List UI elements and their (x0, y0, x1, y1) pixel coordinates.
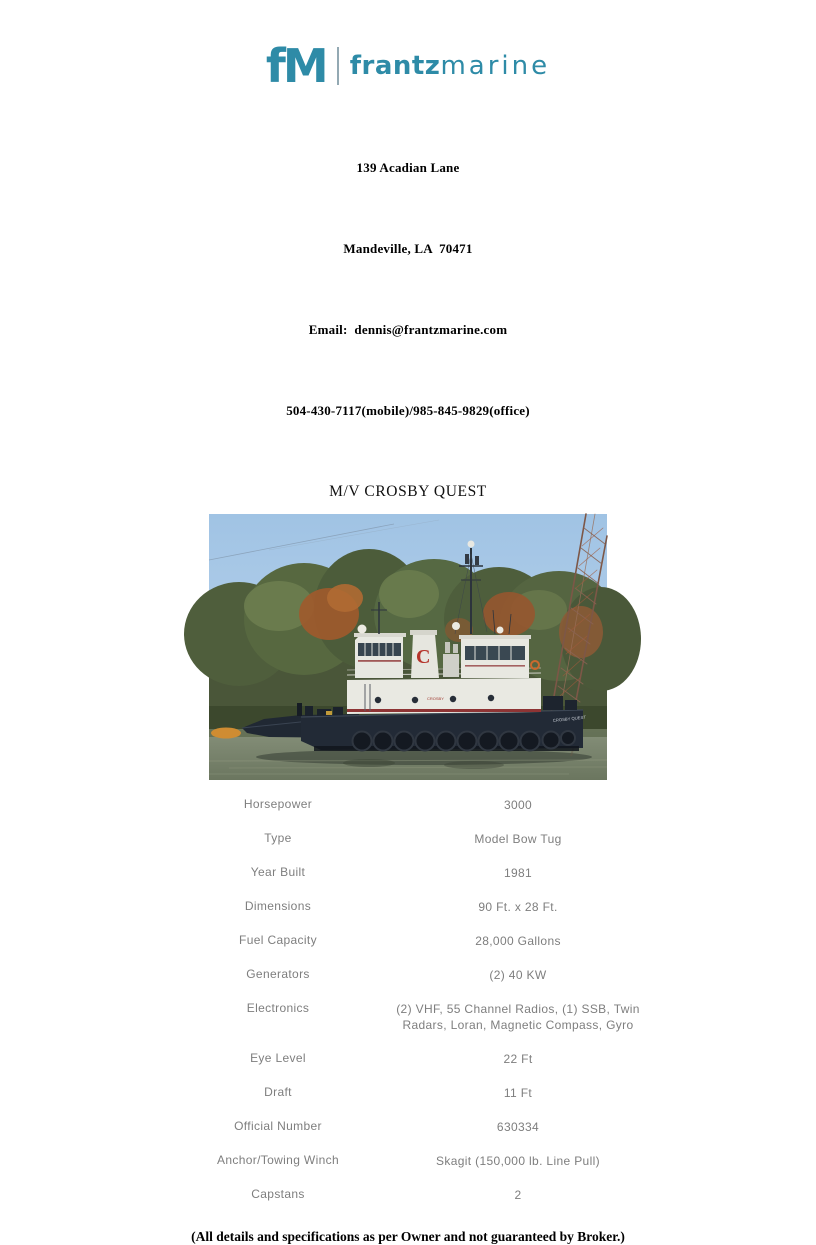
spec-label: Type (264, 831, 292, 845)
spec-label: Year Built (250, 865, 306, 879)
spec-value: 90 Ft. x 28 Ft. (478, 900, 558, 914)
spec-row (168, 865, 648, 881)
spec-row (168, 933, 648, 949)
spec-value: (2) 40 KW (489, 968, 547, 982)
disclaimer-text: (All details and specifications as per Owner and not guaranteed by Broker.) (191, 1229, 625, 1244)
spec-value: (2) VHF, 55 Channel Radios, (1) SSB, Twin Radars, Loran, Magnetic Compass, Gyro (396, 1002, 640, 1032)
spec-row (168, 899, 648, 915)
spec-row (168, 831, 648, 847)
spec-label: Official Number (234, 1119, 322, 1133)
spec-row (168, 1153, 648, 1169)
spec-value: 28,000 Gallons (475, 934, 561, 948)
spec-row (168, 967, 648, 983)
spec-label: Fuel Capacity (239, 933, 317, 947)
phone-line: 504-430-7117(mobile)/985-845-9829(office) (286, 403, 530, 418)
vessel-photo-svg (209, 514, 607, 780)
logo-wordmark (350, 51, 550, 81)
spec-label: Anchor/Towing Winch (216, 1153, 340, 1167)
spec-value: 22 Ft (503, 1052, 533, 1066)
vessel-title: M/V CROSBY QUEST (329, 483, 487, 500)
logo-wordmark-frantz: frantz (349, 51, 441, 81)
spec-row (168, 797, 648, 813)
logo-wordmark-marine: marine (440, 51, 551, 81)
spec-label: Generators (246, 967, 310, 981)
address-line-1: 139 Acadian Lane (356, 160, 460, 175)
spec-label: Capstans (251, 1187, 305, 1201)
stern-name-text: CROSBY QUEST (552, 714, 587, 723)
spec-value: 3000 (503, 798, 533, 812)
specs-table (168, 797, 648, 1203)
stack-logo-letter: C (416, 646, 431, 668)
spec-row (168, 1119, 648, 1135)
logo-divider (337, 47, 339, 85)
spec-label: Horsepower (243, 797, 313, 811)
contact-block (0, 100, 816, 478)
email-line: Email: dennis@frantzmarine.com (308, 322, 508, 337)
spec-row (168, 1051, 648, 1067)
spec-value: Skagit (150,000 lb. Line Pull) (436, 1154, 600, 1168)
spec-value: 11 Ft (503, 1086, 533, 1100)
hull-name-text: CROSBY (427, 696, 444, 701)
frantz-marine-logo (0, 0, 816, 93)
spec-label: Electronics (246, 1001, 310, 1015)
spec-label: Eye Level (250, 1051, 306, 1065)
skiff (211, 728, 241, 739)
address-line-2: Mandeville, LA 70471 (343, 241, 473, 256)
spec-value: 1981 (503, 866, 533, 880)
vessel-photo (209, 514, 607, 780)
spec-row (168, 1001, 648, 1033)
spec-value: 630334 (496, 1120, 540, 1134)
spec-label: Draft (264, 1085, 292, 1099)
spec-row (168, 1187, 648, 1203)
spec-value: Model Bow Tug (474, 832, 562, 846)
spec-value: 2 (514, 1188, 522, 1202)
fm-logo-icon: fM (265, 39, 326, 93)
spec-label: Dimensions (244, 899, 312, 913)
spec-row (168, 1085, 648, 1101)
